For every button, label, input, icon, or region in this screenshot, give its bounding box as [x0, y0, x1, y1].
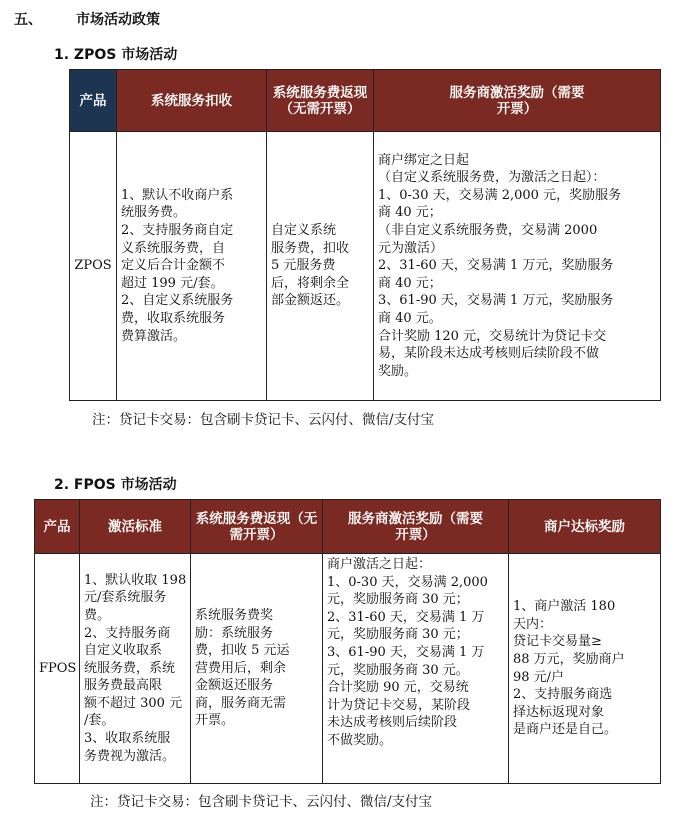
zpos-deduction-line: 费，收取系统服务: [121, 310, 226, 326]
zpos-header-product: [70, 70, 117, 132]
zpos-body-row: [70, 132, 661, 401]
zpos-reward-line: 易，某阶段未达成考核则后续阶段不做: [378, 346, 600, 362]
fpos-reward-line: 2、31-60 天，交易满 1 万: [327, 609, 485, 625]
fpos-standard-line: 2、支持服务商: [84, 625, 171, 641]
fpos-product-cell: [35, 554, 80, 784]
zpos-header-reward: [374, 70, 661, 132]
zpos-deduction-line: 统服务费。: [121, 205, 187, 221]
fpos-reward-line: 元，奖励服务商 30 元；: [327, 592, 469, 608]
zpos-table: [69, 69, 661, 401]
fpos-reward-line: 不做奖励。: [327, 732, 393, 748]
fpos-reward-line: 元，奖励服务商 30 元。: [327, 662, 469, 678]
fpos-note: 注：贷记卡交易：包含刷卡贷记卡、云闪付、微信/支付宝: [90, 794, 433, 810]
fpos-refund-line: 金额返还服务: [195, 678, 274, 694]
fpos-refund-line: 商，服务商无需: [195, 695, 287, 711]
fpos-reward-line: 计为贷记卡交易，某阶段: [327, 697, 471, 713]
fpos-merchant-reward-line: 1、商户激活 180: [513, 599, 616, 615]
zpos-header-reward-label: 服务商激活奖励（需要开票）: [449, 84, 585, 117]
zpos-refund-line: 后，将剩余全: [271, 275, 350, 291]
zpos-deduction-line: 1、默认不收商户系: [121, 187, 234, 203]
zpos-header-refund-label: 系统服务费返现（无需开票）: [272, 84, 368, 117]
fpos-refund-line: 开票。: [195, 713, 235, 729]
zpos-deduction-line: 义系统服务费，自: [121, 240, 226, 256]
fpos-merchant-reward-line: 98 元/户: [513, 669, 565, 685]
zpos-reward-line: 元为激活）: [378, 240, 444, 256]
fpos-header-reward: [323, 500, 509, 554]
fpos-merchant-reward-line: 2、支持服务商选: [513, 687, 613, 703]
zpos-deduction-line: 超过 199 元/套。: [121, 275, 224, 291]
fpos-table: [34, 499, 661, 784]
zpos-deduction-line: 2、自定义系统服务: [121, 293, 234, 309]
fpos-header-refund-label: 系统服务费返现（无需开票）: [195, 510, 318, 543]
fpos-standard-line: 费。: [84, 607, 111, 623]
zpos-note: 注：贷记卡交易：包含刷卡贷记卡、云闪付、微信/支付宝: [92, 412, 435, 428]
fpos-reward-line: 3、61-90 天，交易满 1 万: [327, 644, 485, 660]
fpos-merchant-reward-line: 择达标返现对象: [513, 704, 605, 720]
zpos-deduction-line: 2、支持服务商自定: [121, 223, 234, 239]
fpos-merchant-reward-cell: [509, 554, 661, 784]
fpos-refund-line: 费，扣收 5 元运: [195, 643, 290, 659]
zpos-header-deduction-label: 系统服务扣收: [151, 92, 232, 109]
zpos-reward-line: 3、61-90 天，交易满 1 万元，奖励服务: [378, 293, 614, 309]
zpos-reward-cell: [374, 132, 661, 401]
zpos-deduction-cell: [117, 132, 267, 401]
zpos-deduction-line: 费算激活。: [121, 328, 187, 344]
fpos-header-standard-label: 激活标准: [108, 518, 162, 535]
fpos-merchant-reward-line: 88 万元，奖励商户: [513, 651, 625, 667]
section-title: 市场活动政策: [76, 12, 160, 28]
zpos-reward-line: 奖励。: [378, 363, 418, 379]
fpos-heading: 2. FPOS 市场活动: [54, 477, 177, 493]
fpos-product-name: FPOS: [39, 660, 77, 676]
section-number: 五、: [14, 12, 42, 28]
zpos-reward-line: 商 40 元；: [378, 275, 442, 291]
fpos-standard-line: 服务费最高限: [84, 678, 163, 694]
fpos-reward-line: 未达成考核则后续阶段: [327, 715, 458, 731]
fpos-merchant-reward-line: 是商户还是自己。: [513, 722, 618, 738]
fpos-header-product-label: 产品: [43, 518, 71, 535]
zpos-header-product-label: 产品: [79, 92, 107, 109]
fpos-standard-line: 3、收取系统服: [84, 731, 171, 747]
fpos-standard-line: 额不超过 300 元: [84, 695, 183, 711]
fpos-merchant-reward-line: 天内：: [513, 616, 553, 632]
zpos-reward-line: （非自定义系统服务费，交易满 2000: [378, 223, 598, 239]
fpos-reward-line: 1、0-30 天，交易满 2,000: [327, 574, 488, 590]
zpos-product-cell: [70, 132, 117, 401]
fpos-reward-line: 商户激活之日起：: [327, 557, 432, 572]
fpos-header-merchant-reward-label: 商户达标奖励: [544, 518, 625, 535]
zpos-refund-cell: [267, 132, 374, 401]
fpos-standard-cell: [80, 554, 191, 784]
zpos-refund-line: 5 元服务费: [271, 258, 336, 274]
fpos-reward-line: 元，奖励服务商 30 元；: [327, 627, 469, 643]
fpos-standard-line: 1、默认收取 198: [84, 572, 187, 588]
zpos-reward-line: 商户绑定之日起: [378, 152, 470, 168]
zpos-reward-line: 商 40 元。: [378, 310, 442, 326]
fpos-header-reward-label: 服务商激活奖励（需要开票）: [348, 510, 483, 543]
fpos-header-standard: [80, 500, 191, 554]
fpos-header-merchant-reward: [509, 500, 661, 554]
zpos-header-deduction: [117, 70, 267, 132]
zpos-header-row: [70, 70, 661, 132]
zpos-reward-line: （自定义系统服务费，为激活之日起）：: [378, 170, 606, 186]
fpos-header-refund: [191, 500, 323, 554]
zpos-refund-line: 自定义系统: [271, 223, 337, 239]
zpos-reward-line: 1、0-30 天，交易满 2,000 元，奖励服务: [378, 187, 622, 203]
zpos-refund-line: 部金额返还。: [271, 293, 350, 309]
fpos-standard-line: /套。: [84, 713, 115, 729]
fpos-standard-line: 自定义收取系: [84, 643, 163, 659]
fpos-refund-line: 系统服务费奖: [195, 607, 274, 623]
fpos-header-row: [35, 500, 661, 554]
zpos-reward-line: 合计奖励 120 元，交易统计为贷记卡交: [378, 328, 607, 344]
fpos-merchant-reward-line: 贷记卡交易量≥: [513, 634, 602, 650]
zpos-reward-line: 商 40 元；: [378, 205, 442, 221]
fpos-reward-line: 合计奖励 90 元，交易统: [327, 680, 469, 696]
zpos-heading: 1. ZPOS 市场活动: [54, 47, 178, 63]
fpos-standard-line: 务费视为激活。: [84, 748, 176, 764]
fpos-refund-line: 营费用后，剩余: [195, 660, 287, 676]
fpos-reward-cell: [323, 554, 509, 784]
fpos-refund-line: 励：系统服务: [195, 625, 274, 641]
zpos-header-refund: [267, 70, 374, 132]
zpos-product-name: ZPOS: [74, 258, 112, 274]
fpos-standard-line: 元/套系统服务: [84, 590, 167, 606]
zpos-deduction-line: 定义后合计金额不: [121, 258, 226, 274]
fpos-refund-cell: [191, 554, 323, 784]
fpos-header-product: [35, 500, 80, 554]
zpos-refund-line: 服务费，扣收: [271, 240, 350, 256]
fpos-standard-line: 统服务费，系统: [84, 660, 176, 676]
zpos-reward-line: 2、31-60 天，交易满 1 万元，奖励服务: [378, 258, 614, 274]
fpos-body-row: [35, 554, 661, 784]
